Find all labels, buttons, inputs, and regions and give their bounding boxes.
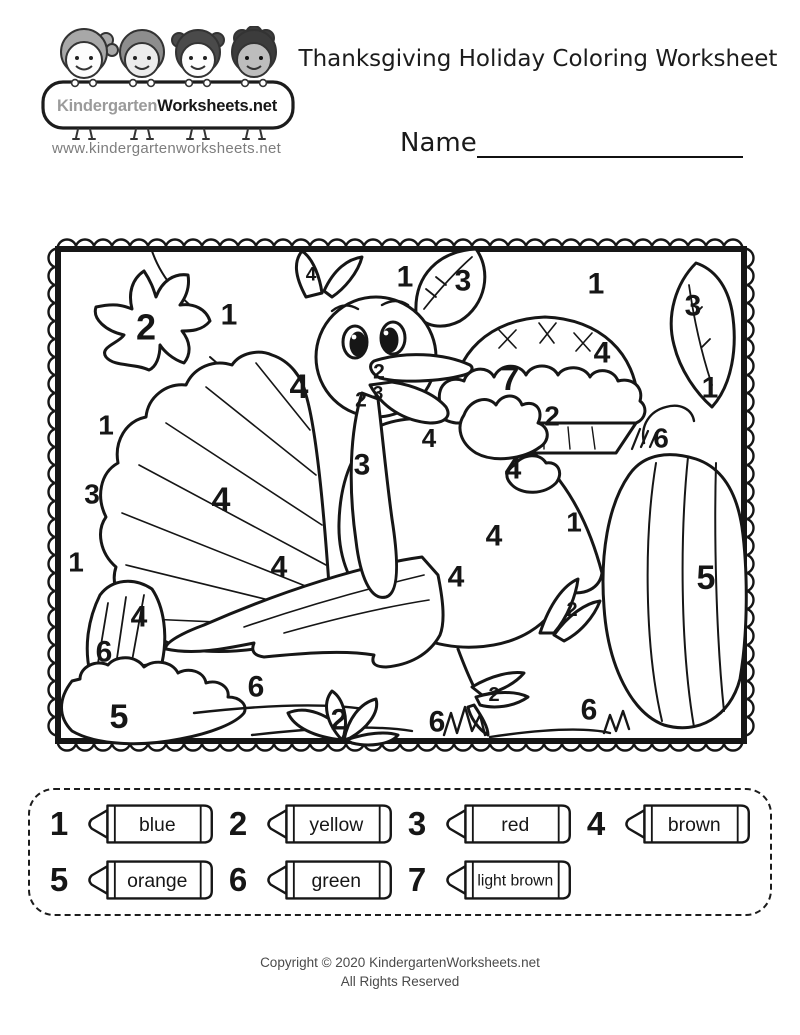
scene-number-1: 1 <box>396 260 414 294</box>
scene-number-1: 1 <box>68 546 84 578</box>
logo-wordmark: KindergartenWorksheets.net <box>56 97 278 115</box>
logo-kids-icon <box>61 26 276 78</box>
coloring-scene <box>44 234 758 756</box>
svg-text:orange: orange <box>127 869 188 892</box>
logo-url: www.kindergartenworksheets.net <box>52 140 282 157</box>
scene-number-4: 4 <box>289 368 309 406</box>
svg-text:yellow: yellow <box>309 813 364 836</box>
scene-number-4: 4 <box>593 336 611 370</box>
scene-number-4: 4 <box>211 481 231 519</box>
scene-number-4: 4 <box>447 560 465 594</box>
color-key-box <box>28 788 772 916</box>
scene-number-2: 2 <box>373 360 385 384</box>
scene-number-1: 1 <box>587 267 605 301</box>
scene-number-6: 6 <box>428 705 446 739</box>
scene-number-2: 2 <box>355 388 367 412</box>
scene-number-2: 2 <box>566 599 578 621</box>
scene-number-6: 6 <box>95 635 113 669</box>
key-item-green <box>223 856 402 904</box>
name-blank-line <box>477 128 743 158</box>
scene-number-5: 5 <box>696 559 716 597</box>
scene-number-3: 3 <box>353 448 371 482</box>
color-key-grid <box>44 796 760 908</box>
beak-icon <box>371 355 472 382</box>
scene-number-2: 2 <box>330 703 348 737</box>
scene-number-2: 2 <box>544 400 560 432</box>
name-row <box>400 128 743 158</box>
scene-number-4: 4 <box>504 452 522 486</box>
scene-number-1: 1 <box>220 298 238 332</box>
svg-text:light brown: light brown <box>477 872 554 890</box>
footer-copyright <box>0 953 800 991</box>
crayon-icon <box>257 800 399 848</box>
crayon-icon <box>615 800 757 848</box>
scene-number-6: 6 <box>247 670 265 704</box>
scene-number-1: 1 <box>701 371 719 405</box>
scene-number-1: 1 <box>566 506 582 538</box>
scene-number-6: 6 <box>580 693 598 727</box>
svg-text:blue: blue <box>138 813 176 836</box>
scene-number-2: 2 <box>135 306 157 348</box>
scene-number-3: 3 <box>372 383 384 405</box>
worksheet-title: Thanksgiving Holiday Coloring Worksheet <box>298 46 778 72</box>
scene-number-1: 1 <box>98 409 114 441</box>
scene-number-4: 4 <box>485 519 503 553</box>
crayon-icon <box>78 856 220 904</box>
svg-text:brown: brown <box>667 813 721 836</box>
key-item-yellow <box>223 800 402 848</box>
scene-number-3: 3 <box>454 264 472 298</box>
svg-text:green: green <box>311 869 362 892</box>
scene-number-4: 4 <box>421 423 437 453</box>
scene-number-2: 2 <box>488 684 500 706</box>
scene-number-4: 4 <box>130 600 148 634</box>
key-number: 2 <box>228 805 248 842</box>
scene-number-3: 3 <box>84 478 100 510</box>
scene-number-6: 6 <box>653 422 669 454</box>
crayon-icon <box>436 856 578 904</box>
key-number: 6 <box>228 861 248 898</box>
key-number: 3 <box>407 805 427 842</box>
key-number: 5 <box>49 861 69 898</box>
key-item-orange <box>44 856 223 904</box>
scene-number-3: 3 <box>684 289 702 323</box>
key-number: 1 <box>49 805 69 842</box>
key-item-blue <box>44 800 223 848</box>
svg-text:red: red <box>501 813 530 836</box>
crayon-icon <box>78 800 220 848</box>
site-logo <box>36 26 300 144</box>
scene-number-7: 7 <box>500 360 520 398</box>
key-number: 4 <box>586 805 606 842</box>
scene-number-4: 4 <box>305 264 317 286</box>
name-label: Name <box>400 128 477 158</box>
crayon-icon <box>257 856 399 904</box>
logo-legs-icon <box>73 129 265 139</box>
scene-number-5: 5 <box>109 698 129 736</box>
crayon-icon <box>436 800 578 848</box>
rights-line: All Rights Reserved <box>340 974 460 989</box>
key-number: 7 <box>407 861 427 898</box>
key-item-light-brown <box>402 856 581 904</box>
key-item-brown <box>581 800 760 848</box>
key-item-red <box>402 800 581 848</box>
copyright-line: Copyright © 2020 KindergartenWorksheets.net <box>260 955 540 970</box>
scene-number-4: 4 <box>270 550 288 584</box>
